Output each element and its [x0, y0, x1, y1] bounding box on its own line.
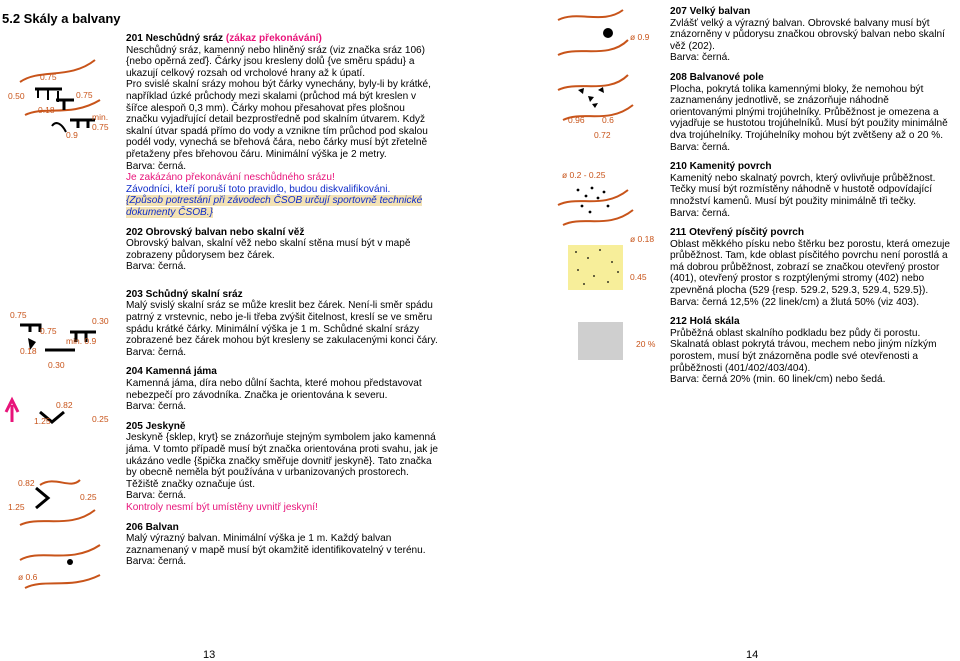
- fig-label: 0.30: [48, 360, 65, 370]
- fig-label: 0.82: [18, 478, 35, 488]
- entry-text: Pro svislé skalní srázy mohou být čárky vynechány, byly-li by krátké, například úzké průchody mezi skalami (průchod má být kreslen v šířce alespoň 0,3 mm). Čárky mohou přesahovat přes plošnou značku vyjadřující detail bezprostředně pod skalním útvarem. Když skalní útvar spadá přímo do vody a vznikne tím průchod pod skalou podél vody, vynechá se břehová čára, nebo čárky musí být zřetelně přetaženy přes břehovou čáru. Minimální výška je 2 metry.: [126, 79, 431, 160]
- entry-text: Neschůdný sráz, kamenný nebo hliněný sráz (viz značka sráz 106) {nebo opěrná zeď}. Čárky jsou kresleny dolů {ve směru spádu} a ukazují celkový rozsah od vrcholové hrany až k úpatí.: [126, 44, 426, 79]
- fig-label: min. 0.9: [66, 336, 97, 346]
- entry-color: Barva: černá.: [126, 556, 187, 568]
- entry-202: [126, 227, 438, 273]
- entry-rule: Závodníci, kteří poruší toto pravidlo, budou diskvalifikováni.: [126, 183, 391, 195]
- fig-label: 0.75: [40, 326, 57, 336]
- entry-203: [126, 289, 438, 359]
- entry-text: Obrovský balvan, skalní věž nebo skalní stěna musí být v mapě zobrazeny půdorysem bez čárek.: [126, 238, 411, 261]
- entry-title-note: (zákaz překonávání): [225, 33, 322, 44]
- entry-title: 207 Velký balvan: [670, 6, 751, 17]
- entry-color: Barva: černá.: [670, 52, 731, 64]
- entry-title: 210 Kamenitý povrch: [670, 161, 772, 173]
- entry-title: 205 Jeskyně: [126, 420, 186, 432]
- entry-color: Barva: černá 20% (min. 60 linek/cm) nebo šedá.: [670, 374, 886, 386]
- entry-color: Barva: černá.: [670, 141, 731, 153]
- fig-label: 0.25: [92, 414, 109, 424]
- entry-201: [126, 33, 438, 219]
- fig-label: 0.6: [602, 115, 614, 125]
- entry-color: Barva: černá.: [126, 261, 187, 273]
- entry-204: [126, 366, 438, 412]
- fig-label: 20 %: [636, 339, 656, 349]
- fig-label: 0.9: [66, 130, 78, 140]
- fig-label: 0.25: [80, 492, 97, 502]
- entry-note: {Způsob potrestání při závodech ČSOB určují sportovně technické dokumenty ČSOB.}: [126, 195, 423, 218]
- entry-color: Barva: černá 12,5% (22 linek/cm) a žlutá 50% (viz 403).: [670, 296, 920, 308]
- fig-label: ø 0.18: [630, 234, 655, 244]
- fig-label: 0.75: [10, 310, 27, 320]
- fig-label: 0.75: [92, 122, 109, 132]
- fig-label: ø 0.2 - 0.25: [562, 170, 606, 180]
- left-column: [126, 33, 438, 576]
- left-symbol-figures: [0, 20, 118, 600]
- fig-label: 0.18: [20, 346, 37, 356]
- fig-label: 0.75: [40, 72, 57, 82]
- entry-text: Malý výrazný balvan. Minimální výška je 1 m. Každý balvan zaznamenaný v mapě musí být okamžitě identifikovatelný v terénu.: [126, 533, 426, 556]
- entry-color: Barva: černá.: [126, 401, 187, 413]
- fig-label: 0.96: [568, 115, 585, 125]
- right-symbol-figures: [548, 0, 666, 370]
- right-column: [670, 6, 952, 394]
- entry-text: Oblast měkkého písku nebo štěrku bez porostu, která omezuje průběžnost. Tam, kde oblast písčitého povrchu není porostlá a má dobrou průběžnost, zobrazí se značkou otevřený prostor (401), otevřený prostor s rozptýlenými stromy (402) nebo zpevněná plocha (529 {resp. 529.2, 529.3, 529.4, 529.5}).: [670, 238, 950, 297]
- entry-title: 206 Balvan: [126, 521, 179, 533]
- entry-211: [670, 227, 952, 308]
- entry-title: 211 Otevřený písčitý povrch: [670, 227, 805, 239]
- entry-207: [670, 6, 952, 64]
- entry-210: [670, 161, 952, 219]
- entry-text: Kamenná jáma, díra nebo důlní šachta, které mohou představovat nebezpečí pro závodníka. Značka je orientována k severu.: [126, 378, 422, 401]
- page-number-left: 13: [203, 649, 216, 661]
- entry-title: 202 Obrovský balvan nebo skalní věž: [126, 226, 305, 238]
- entry-color: Barva: černá.: [126, 490, 187, 502]
- entry-text: Jeskyně {sklep, kryt} se znázorňuje stejným symbolem jako kamenná jáma. V tomto případě musí být značka orientována proti svahu, jak je ukázáno vedle {špička značky směřuje dovnitř jeskyně}. Tato značka by obecně neměla být používána v urbanizovaných prostorech. Těžiště značky označuje úst.: [126, 432, 438, 490]
- fig-label: 0.72: [594, 130, 611, 140]
- fig-label: 0.45: [630, 272, 647, 282]
- entry-205: [126, 421, 438, 514]
- section-title: 5.2 Skály a balvany: [2, 11, 121, 26]
- entry-color: Barva: černá.: [126, 346, 187, 358]
- entry-title: 201 Neschůdný sráz: [126, 33, 224, 44]
- fig-label: 1.25: [34, 416, 51, 426]
- entry-color: Barva: černá.: [126, 160, 187, 172]
- page-number-right: 14: [746, 649, 759, 661]
- entry-208: [670, 72, 952, 153]
- fig-label: ø 0.9: [630, 32, 650, 42]
- entry-text: Průběžná oblast skalního podkladu bez půdy či porostu. Skalnatá oblast pokrytá trávou, mechem nebo jiným nízkým porostem, musí být znázorněna podle své otevřenosti a průběžnosti (401/402/403/404).: [670, 327, 937, 374]
- entry-warning: Je zakázáno překonávání neschůdného srázu!: [126, 172, 335, 184]
- fig-label: 1.25: [8, 502, 25, 512]
- entry-color: Barva: černá.: [670, 207, 731, 219]
- entry-text: Kamenitý nebo skalnatý povrch, který ovlivňuje průběžnost. Tečky musí být rozmístěny náhodně v hustotě odpovídající množství kamenů. Musí být použity minimálně tři tečky.: [670, 172, 936, 207]
- entry-text: Malý svislý skalní sráz se může kreslit bez čárek. Není-li směr spádu patrný z vrstevnic, nebo je-li třeba zvýšit čitelnost, kreslí se ve směru spádu krátké čárky. Minimální výška je 1 m. Schůdné skalní srázy zobrazené bez čárek mohou být kresleny se zakulacenými konci čáry.: [126, 300, 438, 347]
- entry-title: 212 Holá skála: [670, 316, 740, 328]
- entry-206: [126, 522, 438, 568]
- fig-label: 0.30: [92, 316, 109, 326]
- entry-title: 204 Kamenná jáma: [126, 366, 217, 378]
- entry-warning: Kontroly nesmí být umístěny uvnitř jeskyní!: [126, 501, 318, 513]
- entry-text: Plocha, pokrytá tolika kamennými bloky, že nemohou být zaznamenány jednotlivě, se znázorňuje náhodně orientovanými plnými trojúhelníky. Průběžnost je omezena a vyjadřuje se hustotou trojúhelníků. Musí být použity minimálně dva trojúhelníky. Trojúhelníky mohou být zvětšeny až o 20 %.: [670, 83, 948, 141]
- entry-text: Zvlášť velký a výrazný balvan. Obrovské balvany musí být znázorněny v půdorysu značkou obrovský balvan nebo skalní věž (202).: [670, 17, 945, 52]
- fig-label: min.: [92, 112, 109, 122]
- fig-label: 0.18: [38, 105, 55, 115]
- entry-212: [670, 316, 952, 386]
- entry-title: 203 Schůdný skalní sráz: [126, 288, 243, 300]
- entry-title: 208 Balvanové pole: [670, 71, 764, 83]
- fig-label: 0.75: [76, 90, 93, 100]
- fig-label: 0.50: [8, 91, 25, 101]
- fig-label: 0.82: [56, 400, 73, 410]
- fig-label: ø 0.6: [18, 572, 38, 582]
